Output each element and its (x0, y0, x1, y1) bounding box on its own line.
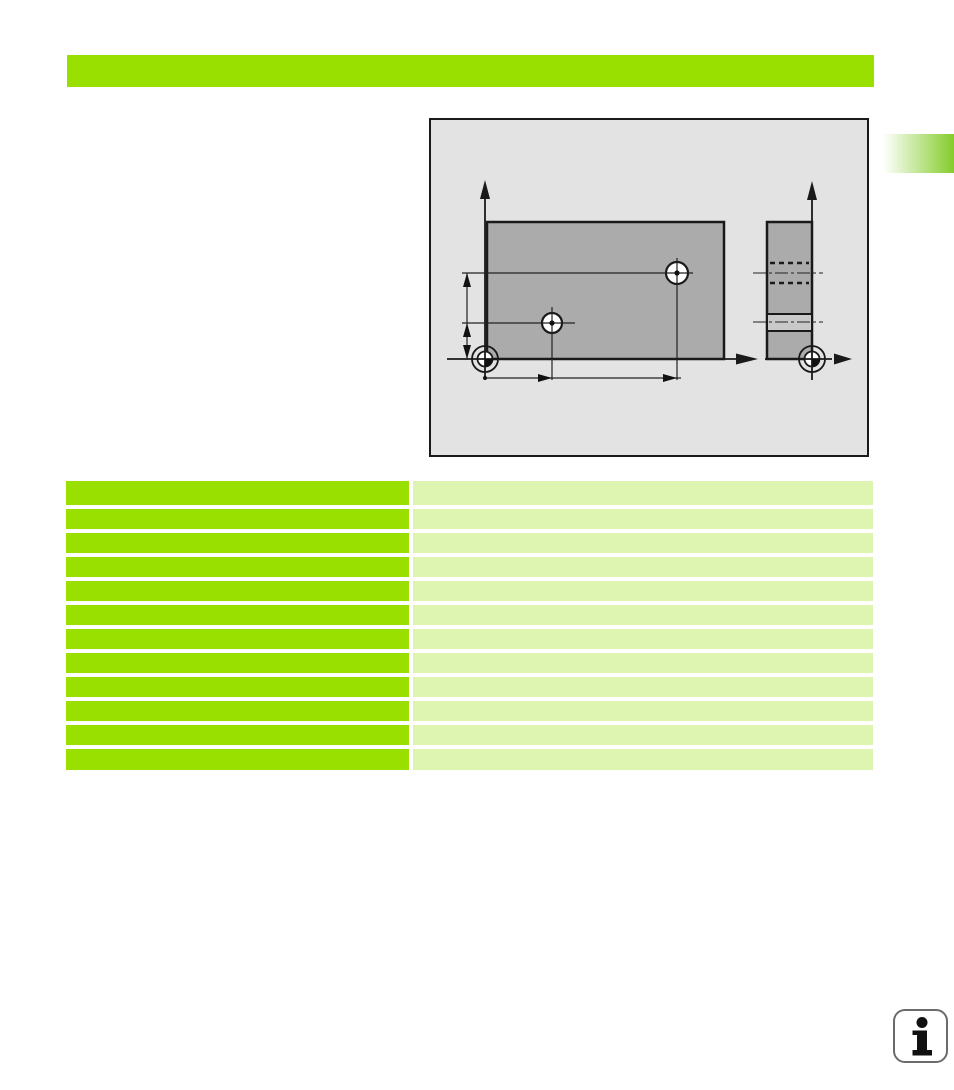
x-axis-side-arrow (834, 354, 852, 365)
table-cell-value (413, 653, 873, 673)
figure-box (429, 118, 869, 457)
table-cell-parameter (66, 725, 409, 745)
table-cell-parameter (66, 749, 409, 770)
chapter-tab (883, 134, 954, 173)
horizontal-dimension (483, 374, 681, 382)
chapter-title-bar (67, 55, 874, 87)
table-cell-value (413, 605, 873, 625)
table-cell-parameter (66, 629, 409, 649)
y-axis-arrow (480, 180, 490, 199)
workpiece-top-view (487, 222, 724, 359)
table-cell-parameter (66, 481, 409, 505)
table-row (66, 605, 873, 625)
info-icon (893, 1009, 948, 1063)
table-row (66, 557, 873, 577)
table-cell-parameter (66, 581, 409, 601)
table-cell-parameter (66, 605, 409, 625)
table-row (66, 725, 873, 745)
table-cell-value (413, 557, 873, 577)
table-cell-value (413, 749, 873, 770)
table-row (66, 509, 873, 529)
table-cell-parameter (66, 557, 409, 577)
table-cell-parameter (66, 701, 409, 721)
hole-1-center (549, 320, 554, 325)
vertical-dimension (463, 273, 471, 359)
table-cell-value (413, 677, 873, 697)
table-row (66, 653, 873, 673)
table-cell-parameter (66, 653, 409, 673)
table-row (66, 629, 873, 649)
table-cell-value (413, 581, 873, 601)
parameter-table (66, 481, 873, 770)
info-glyph (901, 1016, 941, 1056)
table-row (66, 749, 873, 770)
table-cell-value (413, 701, 873, 721)
table-row (66, 677, 873, 697)
workpiece-drawing (431, 120, 867, 455)
hole-2-center (674, 270, 679, 275)
x-axis-arrow (736, 354, 758, 365)
table-cell-value (413, 481, 873, 505)
table-cell-value (413, 509, 873, 529)
table-cell-value (413, 725, 873, 745)
table-cell-parameter (66, 533, 409, 553)
table-cell-parameter (66, 509, 409, 529)
table-row (66, 533, 873, 553)
table-cell-parameter (66, 677, 409, 697)
side-view (753, 181, 852, 380)
datum-quadrant (485, 359, 493, 367)
table-row (66, 701, 873, 721)
table-cell-value (413, 629, 873, 649)
top-view (447, 180, 758, 382)
datum-quadrant-side (812, 359, 820, 367)
table-header-row (66, 481, 873, 505)
table-row (66, 581, 873, 601)
table-cell-value (413, 533, 873, 553)
z-axis-arrow (807, 181, 817, 200)
workpiece-side-view (767, 222, 812, 359)
